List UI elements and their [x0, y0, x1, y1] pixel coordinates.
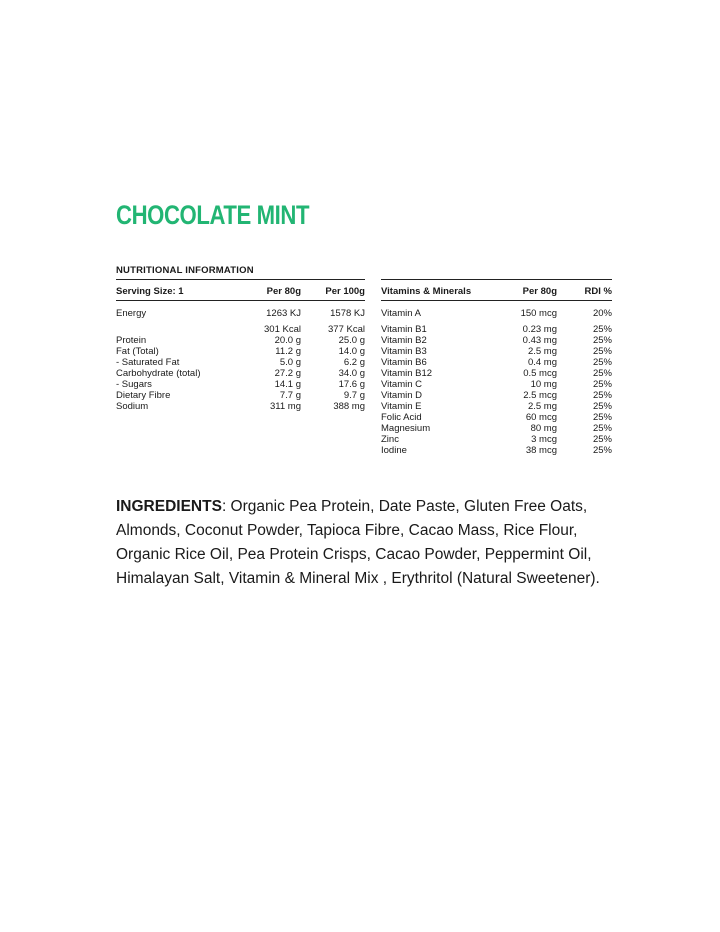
nutrient-label — [116, 324, 241, 335]
nutrition-row — [116, 401, 365, 412]
vitamin-label: Vitamin D — [381, 390, 423, 401]
vitamin-rdi: 25% — [592, 379, 612, 390]
vitamin-rdi: 25% — [592, 335, 612, 346]
per-80g-header: Per 80g — [266, 286, 301, 297]
nutrient-per100: 25.0 g — [338, 335, 365, 346]
nutrition-row — [116, 335, 365, 346]
nutrition-row — [116, 368, 365, 379]
nutrition-row — [116, 390, 365, 401]
nutrient-per100: 377 Kcal — [328, 324, 365, 335]
vitamin-rdi: 25% — [592, 324, 612, 335]
vitamin-row — [381, 308, 612, 319]
vitamin-row — [381, 412, 612, 423]
vitamin-row — [381, 346, 612, 357]
per-100g-header: Per 100g — [325, 286, 365, 297]
ingredients-list: : Organic Pea Protein, Date Paste, Gluten Free Oats, Almonds, Coconut Powder, Tapioca Fibre, Cacao Mass, Rice Flour, Organic Rice Oil, Pea Protein Crisps, Cacao Powder, Peppermint Oil, Himalayan Salt, Vitamin & Mineral Mix , Erythritol (Natural Sweetener). — [116, 498, 600, 587]
vitamin-per80: 0.23 mg — [522, 324, 557, 335]
vitamin-label: Folic Acid — [381, 412, 422, 423]
nutrient-label: Carbohydrate (total) — [116, 368, 201, 379]
vitamin-row — [381, 335, 612, 346]
vitamin-rdi: 25% — [592, 357, 612, 368]
nutrition-row-kcal — [116, 324, 365, 335]
vitamin-row — [381, 423, 612, 434]
vitamin-label: Zinc — [381, 434, 399, 445]
vitamin-label: Vitamin E — [381, 401, 422, 412]
nutrient-per100: 9.7 g — [343, 390, 365, 401]
nutrient-per80: 7.7 g — [279, 390, 301, 401]
nutrient-per100: 34.0 g — [338, 368, 365, 379]
vitamin-label: Vitamin B6 — [381, 357, 427, 368]
vitamin-label: Vitamin B2 — [381, 335, 427, 346]
rdi-header: RDI % — [584, 286, 612, 297]
vitamin-label: Vitamin A — [381, 308, 421, 319]
vitamin-label: Vitamin B3 — [381, 346, 427, 357]
vitamin-label: Vitamin B12 — [381, 368, 433, 379]
vitamin-per80: 2.5 mg — [527, 346, 557, 357]
vitamin-per80: 0.4 mg — [527, 357, 557, 368]
vitamin-row — [381, 445, 612, 456]
vitamin-rdi: 25% — [592, 434, 612, 445]
nutritional-information-heading: NUTRITIONAL INFORMATION — [116, 265, 254, 276]
ingredients-paragraph — [116, 495, 616, 591]
vitamin-rdi: 25% — [592, 412, 612, 423]
nutrient-label: Energy — [116, 308, 147, 319]
nutrient-per80: 14.1 g — [274, 379, 301, 390]
nutrient-label: Fat (Total) — [116, 346, 159, 357]
vitamin-row — [381, 379, 612, 390]
nutrient-per100: 388 mg — [333, 401, 365, 412]
nutrient-per80: 1263 KJ — [266, 308, 301, 319]
nutrition-table — [116, 279, 365, 412]
nutrition-row-energy — [116, 308, 365, 319]
vitamin-row — [381, 357, 612, 368]
vitamin-rdi: 25% — [592, 445, 612, 456]
nutrient-label: Protein — [116, 335, 147, 346]
ingredients-heading: INGREDIENTS — [116, 498, 222, 515]
vitamin-label: Magnesium — [381, 423, 431, 434]
vitamin-rdi: 25% — [592, 368, 612, 379]
nutrient-per80: 301 Kcal — [264, 324, 301, 335]
nutrient-per80: 311 mg — [270, 401, 301, 412]
nutrient-per100: 17.6 g — [338, 379, 365, 390]
vitamin-row — [381, 324, 612, 335]
vitamins-minerals-header: Vitamins & Minerals — [381, 286, 472, 297]
vitamin-row — [381, 390, 612, 401]
nutrition-table-header — [116, 279, 365, 301]
vitamin-rdi: 20% — [592, 308, 612, 319]
nutrient-per100: 14.0 g — [338, 346, 365, 357]
vitamin-per80: 2.5 mcg — [523, 390, 557, 401]
vitamin-rdi: 25% — [592, 390, 612, 401]
vitamin-row — [381, 401, 612, 412]
vitamin-label: Vitamin B1 — [381, 324, 427, 335]
nutrition-row — [116, 346, 365, 357]
vitamin-label: Iodine — [381, 445, 407, 456]
nutrient-label: Dietary Fibre — [116, 390, 171, 401]
per-80g-header: Per 80g — [522, 286, 557, 297]
vitamin-per80: 3 mcg — [531, 434, 557, 445]
vitamin-label: Vitamin C — [381, 379, 423, 390]
vitamin-rdi: 25% — [592, 346, 612, 357]
vitamin-per80: 38 mcg — [525, 445, 557, 456]
nutrient-per80: 20.0 g — [274, 335, 301, 346]
vitamin-row — [381, 368, 612, 379]
vitamin-rdi: 25% — [592, 401, 612, 412]
vitamins-minerals-table — [381, 279, 612, 456]
vitamin-per80: 10 mg — [530, 379, 557, 390]
vitamin-per80: 60 mcg — [525, 412, 557, 423]
nutrient-label: - Sugars — [116, 379, 152, 390]
nutrient-per100: 1578 KJ — [330, 308, 365, 319]
nutrient-per80: 27.2 g — [274, 368, 301, 379]
nutrient-per80: 11.2 g — [275, 346, 301, 357]
vitamin-per80: 2.5 mg — [527, 401, 557, 412]
vitamin-per80: 0.5 mcg — [523, 368, 557, 379]
nutrient-per100: 6.2 g — [343, 357, 365, 368]
vitamins-table-header — [381, 279, 612, 301]
vitamin-per80: 0.43 mg — [522, 335, 557, 346]
serving-size-header: Serving Size: 1 — [116, 286, 184, 297]
nutrient-label: Sodium — [116, 401, 149, 412]
nutrient-label: - Saturated Fat — [116, 357, 180, 368]
nutrition-row — [116, 357, 365, 368]
nutrition-row — [116, 379, 365, 390]
vitamin-rdi: 25% — [592, 423, 612, 434]
vitamin-row — [381, 434, 612, 445]
nutrient-per80: 5.0 g — [279, 357, 301, 368]
vitamin-per80: 150 mcg — [520, 308, 557, 319]
product-title: CHOCOLATE MINT — [116, 200, 310, 230]
vitamin-per80: 80 mg — [530, 423, 557, 434]
